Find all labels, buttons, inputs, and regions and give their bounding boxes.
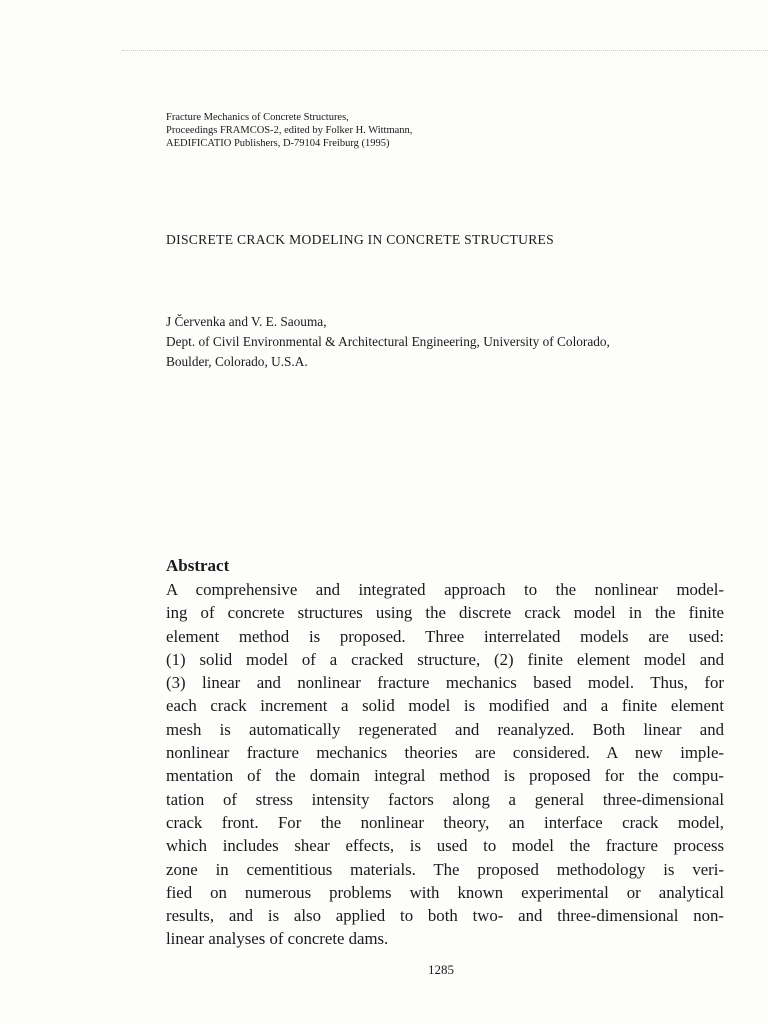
abstract-line: element method is proposed. Three interrelated models are used: <box>166 626 724 646</box>
proceedings-line-3: AEDIFICATIO Publishers, D-79104 Freiburg (1995) <box>166 138 390 149</box>
scan-edge-line <box>122 50 768 51</box>
proceedings-citation <box>166 111 726 150</box>
abstract-line: which includes shear effects, is used to model the fracture process <box>166 836 724 856</box>
abstract-line: crack front. For the nonlinear theory, an interface crack model, <box>166 812 724 832</box>
abstract-line: zone in cementitious materials. The proposed methodology is veri- <box>166 859 724 879</box>
author-block <box>166 312 746 372</box>
abstract-body <box>166 578 724 951</box>
paper-title: DISCRETE CRACK MODELING IN CONCRETE STRUCTURES <box>166 232 555 247</box>
abstract-line: nonlinear fracture mechanics theories are considered. A new imple- <box>166 743 724 763</box>
proceedings-line-1: Fracture Mechanics of Concrete Structures, <box>166 112 349 123</box>
affiliation-line-2: Boulder, Colorado, U.S.A. <box>166 354 308 369</box>
abstract-line: results, and is also applied to both two- and three-dimensional non- <box>166 906 724 926</box>
abstract-line: mentation of the domain integral method is proposed for the compu- <box>166 766 724 786</box>
proceedings-line-2: Proceedings FRAMCOS-2, edited by Folker H. Wittmann, <box>166 125 413 136</box>
abstract-line: (1) solid model of a cracked structure, (2) finite element model and <box>166 649 724 669</box>
affiliation-line-1: Dept. of Civil Environmental & Architectural Engineering, University of Colorado, <box>166 334 610 349</box>
abstract-line: ing of concrete structures using the discrete crack model in the finite <box>166 603 724 623</box>
author-names: J Červenka and V. E. Saouma, <box>166 314 327 329</box>
abstract-line: A comprehensive and integrated approach to the nonlinear model- <box>166 580 724 599</box>
abstract-line: tation of stress intensity factors along a general three-dimensional <box>166 789 724 809</box>
abstract-heading: Abstract <box>166 556 230 575</box>
abstract-line: linear analyses of concrete dams. <box>166 929 389 949</box>
abstract-line: fied on numerous problems with known experimental or analytical <box>166 882 724 902</box>
abstract-line: mesh is automatically regenerated and reanalyzed. Both linear and <box>166 719 724 739</box>
page-number: 1285 <box>428 962 454 977</box>
abstract-line: (3) linear and nonlinear fracture mechanics based model. Thus, for <box>166 673 724 693</box>
abstract-line: each crack increment a solid model is modified and a finite element <box>166 696 724 716</box>
